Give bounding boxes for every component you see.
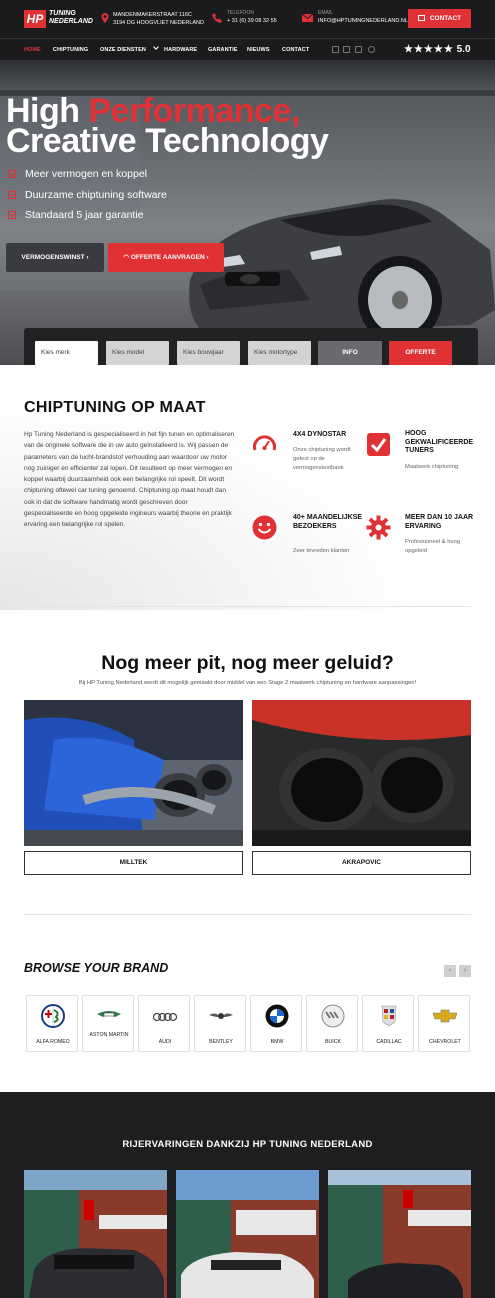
brand-chevrolet[interactable]: CHEVROLET <box>418 995 470 1052</box>
checkbox-icon <box>8 191 16 199</box>
brand-aston-martin[interactable]: ASTON MARTIN <box>82 995 134 1052</box>
rating <box>404 39 471 61</box>
brand-bentley[interactable]: BENTLEY <box>194 995 246 1052</box>
divider <box>24 914 471 915</box>
top-bar <box>0 0 495 38</box>
section-title-pit: Nog meer pit, nog meer geluid? <box>101 652 394 674</box>
bridge-background <box>0 60 495 94</box>
chevrolet-logo-icon <box>433 1004 457 1028</box>
rating-value: 5.0 <box>456 44 471 55</box>
feature-title: 40+ MAANDELIJKSE BEZOEKERS <box>293 514 363 530</box>
milltek-image[interactable] <box>24 700 243 846</box>
bmw-logo-icon <box>265 1004 289 1028</box>
section-title-chiptuning: CHIPTUNING OP MAAT <box>24 399 206 416</box>
bentley-logo-icon <box>209 1004 233 1028</box>
checkbox-icon <box>8 170 16 178</box>
info-button[interactable]: INFO <box>318 341 382 365</box>
akrapovic-image[interactable] <box>252 700 471 846</box>
feature-desc: Zeer tevreden klanten <box>293 548 350 554</box>
logo-mark: HP <box>24 10 46 28</box>
section-title-brands: BROWSE YOUR BRAND <box>24 961 169 975</box>
feature-title: MEER DAN 10 JAAR ERVARING <box>405 514 474 530</box>
nav-onze-diensten[interactable]: ONZE DIENSTEN <box>100 39 158 61</box>
instagram-icon[interactable] <box>343 46 350 53</box>
brand-buick[interactable]: BUICK <box>306 995 358 1052</box>
select-bouwjaar[interactable]: Kies bouwjaar <box>177 341 240 365</box>
carousel-prev-button[interactable]: ‹ <box>444 965 456 977</box>
nav-chiptuning[interactable]: CHIPTUNING <box>53 47 89 53</box>
feature-title: 4X4 DYNOSTAR <box>293 431 347 438</box>
phone-icon <box>212 13 222 23</box>
whatsapp-icon[interactable] <box>368 46 375 53</box>
address: MANDENMAKERSTRAAT 116C 3194 DG HOOGVLIET NEDERLAND <box>113 12 204 26</box>
alfa-romeo-logo-icon <box>41 1004 65 1028</box>
review-photo[interactable] <box>176 1170 319 1298</box>
chevron-right-icon: › <box>86 254 89 261</box>
product-akrapovic-button[interactable]: AKRAPOVIC <box>252 851 471 875</box>
offerte-button[interactable]: OFFERTE <box>389 341 452 365</box>
checkbox-icon <box>8 211 16 219</box>
hero <box>0 60 495 365</box>
feature-desc: Professioneel & hoog opgeleid <box>405 539 461 554</box>
chiptuning-description: Hp Tuning Nederland is gespecialiseerd in het fijn tunen en optimaliseren van de originele software die in uw auto geïnstalleerd is. Wij passen de parameters van de lucht-brandstof verhouding aan waardoor uw motor nog zuiniger en efficienter zal lopen. Dit resulteert op meer vermogen en koppel waarbij duurzaamheid ook een belangrijke rol speelt. Dit wordt chiptuning oftewel car tuning genoemd. Chiptuning op maat houdt dan ook in dat de software handmatig wordt geschreven door gespecialiseerde en hoog opgeleide ingineurs waarbij theorie en praktijk ervaring een belangrijke rol spelen. <box>24 431 235 529</box>
facebook-icon[interactable] <box>332 46 339 53</box>
carousel-next-button[interactable]: › <box>459 965 471 977</box>
nav-garantie[interactable]: GARANTIE <box>208 47 238 53</box>
feature-title: HOOG GEKWALIFICEERDE TUNERS <box>405 430 474 454</box>
hero-feature: Duurzame chiptuning software <box>8 189 167 201</box>
feature-desc: Onze chiptuning wordt getest op de vermogenstestbank <box>293 447 351 471</box>
rating-stars: ★★★★★ <box>404 44 454 55</box>
review-photo[interactable] <box>24 1170 167 1298</box>
brand-bmw[interactable]: BMW <box>250 995 302 1052</box>
chevron-right-icon: › <box>206 254 209 261</box>
location-pin-icon <box>100 13 110 23</box>
phone-block[interactable]: TELEFOON + 31 (6) 39 08 32 55 <box>227 10 277 24</box>
logo[interactable] <box>24 9 93 29</box>
hero-feature: Meer vermogen en koppel <box>8 168 147 180</box>
speedometer-icon <box>252 432 277 457</box>
phone-number: + 31 (6) 39 08 32 55 <box>227 18 277 24</box>
brand-audi[interactable]: AUDI <box>138 995 190 1052</box>
section-title-reviews: RIJERVARINGEN DANKZIJ HP TUNING NEDERLAND <box>122 1139 373 1150</box>
contact-card-icon <box>418 15 425 21</box>
product-milltek-button[interactable]: MILLTEK <box>24 851 243 875</box>
nav-home[interactable]: HOME <box>24 47 41 53</box>
nav-hardware[interactable]: HARDWARE <box>164 47 198 53</box>
gear-icon <box>366 515 391 540</box>
review-photo[interactable] <box>328 1170 471 1298</box>
email-block[interactable]: EMAIL INFO@HPTUNINGNEDERLAND.NL <box>318 10 408 24</box>
nav-contact[interactable]: CONTACT <box>282 47 310 53</box>
hero-title: High Performance, Creative Technology <box>6 92 329 160</box>
youtube-icon[interactable] <box>355 46 362 53</box>
feature-desc: Maatwerk chiptuning <box>405 464 459 470</box>
vermogenswinst-button[interactable]: VERMOGENSWINST › <box>6 243 104 272</box>
aston-martin-logo-icon <box>97 1004 121 1028</box>
speed-icon: ◠ <box>123 254 130 261</box>
offerte-aanvragen-button[interactable]: ◠ OFFERTE AANVRAGEN › <box>108 243 224 272</box>
cadillac-logo-icon <box>377 1004 401 1028</box>
smiley-icon <box>252 515 277 540</box>
select-model[interactable]: Kies model <box>106 341 169 365</box>
hero-feature: Standaard 5 jaar garantie <box>8 209 144 221</box>
main-nav <box>0 38 495 60</box>
email-address: INFO@HPTUNINGNEDERLAND.NL <box>318 18 408 24</box>
select-motortype[interactable]: Kies motortype <box>248 341 311 365</box>
divider <box>24 606 471 607</box>
brand-alfa-romeo[interactable]: ALFA ROMEO <box>26 995 78 1052</box>
section-subtitle-pit: Bij HP Tuning Nederland wordt dit mogelijk gemaakt door middel van een Stage 2 maatwerk chiptuning en hardware aanpassingen! <box>78 680 417 686</box>
email-icon <box>302 14 313 22</box>
logo-text: TUNING NEDERLAND <box>49 10 93 25</box>
audi-logo-icon <box>153 1004 177 1028</box>
brand-cadillac[interactable]: CADILLAC <box>362 995 414 1052</box>
contact-button[interactable]: CONTACT <box>408 9 471 28</box>
select-merk[interactable]: Kies merk <box>35 341 98 365</box>
checkbox-icon <box>366 432 391 457</box>
buick-logo-icon <box>321 1004 345 1028</box>
chevron-down-icon <box>153 44 159 50</box>
nav-nieuws[interactable]: NIEUWS <box>247 47 270 53</box>
